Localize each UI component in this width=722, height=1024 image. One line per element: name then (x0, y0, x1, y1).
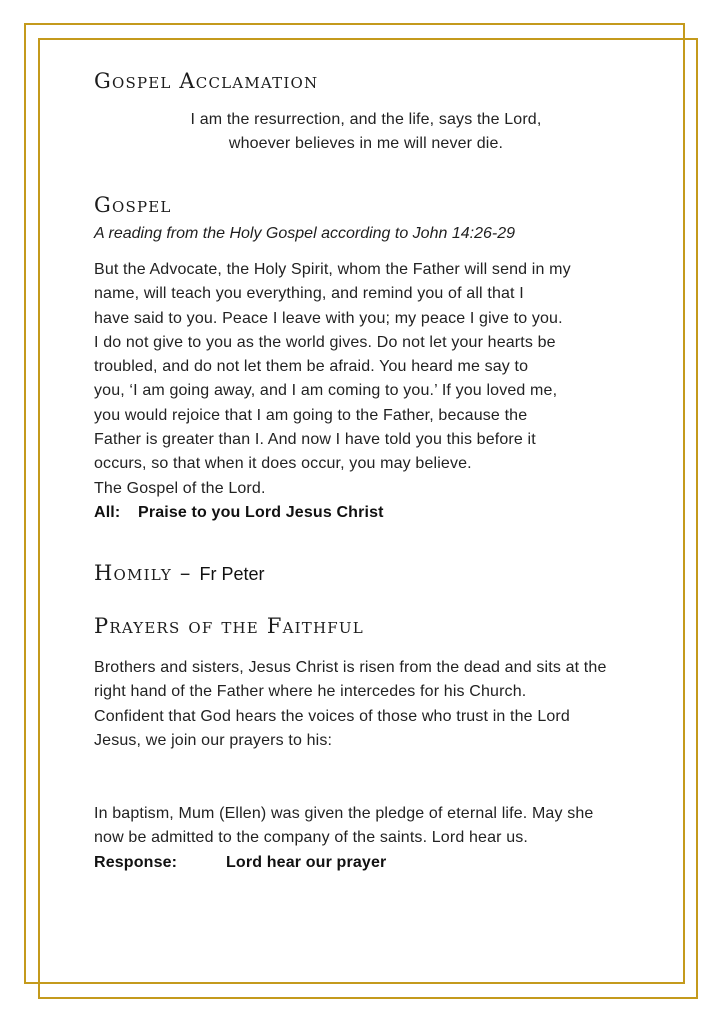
gospel-acclamation-heading: Gospel Acclamation (94, 69, 319, 93)
prayers-intro-line: Confident that God hears the voices of those who trust in the Lord (94, 707, 570, 725)
acclamation-verse (94, 108, 638, 157)
gospel-response (94, 501, 674, 525)
prayers-introduction (94, 656, 674, 753)
gospel-heading: Gospel (94, 193, 172, 217)
gospel-line: name, will teach you everything, and remind you of all that I (94, 285, 524, 303)
gospel-line: occurs, so that when it does occur, you may believe. (94, 455, 472, 473)
prayers-intro-line: right hand of the Father where he intercedes for his Church. (94, 683, 527, 701)
gospel-closing: The Gospel of the Lord. (94, 479, 266, 497)
response-label: All: (94, 503, 121, 521)
prayers-heading: Prayers of the Faithful (94, 614, 364, 638)
response-label: Response: (94, 853, 178, 871)
acclamation-line: I am the resurrection, and the life, says the Lord, (190, 111, 542, 128)
prayer-intention (94, 802, 674, 875)
response-text: Praise to you Lord Jesus Christ (138, 503, 384, 521)
homily-title: Homily (94, 561, 172, 585)
gospel-line: have said to you. Peace I leave with you; my peace I give to you. (94, 309, 563, 327)
gospel-line: But the Advocate, the Holy Spirit, whom the Father will send in my (94, 261, 571, 278)
acclamation-line: whoever believes in me will never die. (228, 135, 504, 153)
prayers-intro-line: Jesus, we join our prayers to his: (94, 731, 333, 749)
prayer-response (94, 851, 674, 875)
gospel-line: you would rejoice that I am going to the Father, because the (94, 406, 528, 424)
response-text: Lord hear our prayer (226, 853, 387, 871)
gospel-line: troubled, and do not let them be afraid. You heard me say to (94, 358, 529, 376)
homily-heading (94, 560, 265, 587)
prayers-intro-line: Brothers and sisters, Jesus Christ is risen from the dead and sits at the (94, 659, 607, 676)
intention-line: now be admitted to the company of the saints. Lord hear us. (94, 829, 528, 847)
homily-separator: – (179, 561, 192, 585)
gospel-line: I do not give to you as the world gives. Do not let your hearts be (94, 333, 556, 351)
gospel-line: you, ‘I am going away, and I am coming to you.’ If you loved me, (94, 382, 558, 400)
homily-speaker: Fr Peter (199, 564, 265, 584)
gospel-reading-citation: A reading from the Holy Gospel according to John 14:26-29 (94, 225, 515, 242)
intention-line: In baptism, Mum (Ellen) was given the pledge of eternal life. May she (94, 805, 594, 822)
gospel-reading-text (94, 258, 674, 525)
gospel-line: Father is greater than I. And now I have told you this before it (94, 431, 536, 449)
